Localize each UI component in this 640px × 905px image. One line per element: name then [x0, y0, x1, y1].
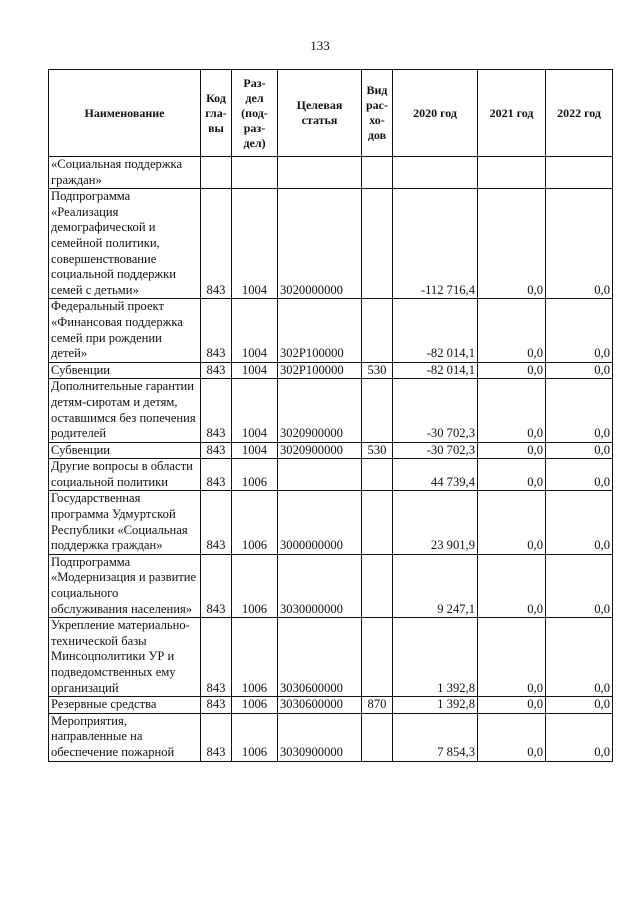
cell-vid — [362, 459, 393, 491]
cell-kod: 843 — [201, 618, 232, 697]
cell-2021: 0,0 — [478, 459, 546, 491]
table-row — [49, 618, 613, 697]
cell-name: Субвенции — [49, 442, 201, 459]
cell-vid — [362, 379, 393, 442]
cell-name: Подпрограмма «Модернизация и развитие социального обслуживания населения» — [49, 554, 201, 617]
cell-name: Подпрограмма «Реализация демографической и семейной политики, совершенствование социальной поддержки семей с детьми» — [49, 189, 201, 299]
table-row — [49, 697, 613, 714]
cell-target: 3030900000 — [278, 713, 362, 761]
cell-vid — [362, 618, 393, 697]
cell-target: 3020900000 — [278, 442, 362, 459]
cell-vid — [362, 554, 393, 617]
cell-razdel: 1006 — [232, 618, 278, 697]
cell-2022 — [546, 157, 613, 189]
cell-2021: 0,0 — [478, 713, 546, 761]
header-name: Наименование — [49, 70, 201, 157]
cell-vid — [362, 491, 393, 554]
cell-target — [278, 459, 362, 491]
cell-2021 — [478, 157, 546, 189]
cell-2021: 0,0 — [478, 491, 546, 554]
cell-kod: 843 — [201, 554, 232, 617]
cell-2021: 0,0 — [478, 618, 546, 697]
cell-kod: 843 — [201, 697, 232, 714]
cell-razdel: 1006 — [232, 491, 278, 554]
header-vid: Вид рас- хо- дов — [362, 70, 393, 157]
cell-2020: -30 702,3 — [393, 379, 478, 442]
header-2020: 2020 год — [393, 70, 478, 157]
cell-kod: 843 — [201, 459, 232, 491]
cell-2020: -112 716,4 — [393, 189, 478, 299]
cell-name: Субвенции — [49, 362, 201, 379]
table-row — [49, 442, 613, 459]
header-2022: 2022 год — [546, 70, 613, 157]
cell-target: 3030000000 — [278, 554, 362, 617]
cell-kod: 843 — [201, 491, 232, 554]
cell-razdel: 1004 — [232, 379, 278, 442]
cell-2020: 44 739,4 — [393, 459, 478, 491]
cell-vid: 530 — [362, 362, 393, 379]
cell-2021: 0,0 — [478, 697, 546, 714]
cell-razdel: 1006 — [232, 697, 278, 714]
cell-name: Другие вопросы в области социальной политики — [49, 459, 201, 491]
cell-2020: 9 247,1 — [393, 554, 478, 617]
cell-kod: 843 — [201, 189, 232, 299]
page-number: 133 — [310, 38, 330, 53]
cell-kod — [201, 157, 232, 189]
cell-razdel: 1004 — [232, 442, 278, 459]
cell-razdel: 1006 — [232, 713, 278, 761]
cell-2020: 23 901,9 — [393, 491, 478, 554]
cell-vid — [362, 157, 393, 189]
header-row — [49, 70, 613, 157]
cell-target: 3030600000 — [278, 618, 362, 697]
header-kod: Код гла- вы — [201, 70, 232, 157]
cell-vid — [362, 299, 393, 362]
cell-2020: -82 014,1 — [393, 362, 478, 379]
cell-2022: 0,0 — [546, 697, 613, 714]
table-row — [49, 491, 613, 554]
cell-2022: 0,0 — [546, 442, 613, 459]
cell-target: 302P100000 — [278, 299, 362, 362]
table-row — [49, 189, 613, 299]
cell-2022: 0,0 — [546, 554, 613, 617]
cell-vid — [362, 189, 393, 299]
cell-razdel: 1004 — [232, 189, 278, 299]
cell-razdel: 1006 — [232, 459, 278, 491]
cell-name: Государственная программа Удмуртской Республики «Социальная поддержка граждан» — [49, 491, 201, 554]
cell-2021: 0,0 — [478, 299, 546, 362]
cell-name: Федеральный проект «Финансовая поддержка семей при рождении детей» — [49, 299, 201, 362]
table-row — [49, 459, 613, 491]
cell-vid: 870 — [362, 697, 393, 714]
table-row — [49, 554, 613, 617]
cell-2022: 0,0 — [546, 379, 613, 442]
cell-kod: 843 — [201, 713, 232, 761]
cell-target: 3020900000 — [278, 379, 362, 442]
header-razdel: Раз- дел (под- раз- дел) — [232, 70, 278, 157]
cell-vid: 530 — [362, 442, 393, 459]
cell-2021: 0,0 — [478, 442, 546, 459]
cell-2022: 0,0 — [546, 713, 613, 761]
table-row — [49, 379, 613, 442]
cell-razdel: 1004 — [232, 299, 278, 362]
cell-2020: 1 392,8 — [393, 697, 478, 714]
header-2021: 2021 год — [478, 70, 546, 157]
cell-2022: 0,0 — [546, 491, 613, 554]
cell-name: Укрепление материально-технической базы Минсоцполитики УР и подведомственных ему организаций — [49, 618, 201, 697]
cell-2022: 0,0 — [546, 618, 613, 697]
budget-table — [48, 69, 613, 762]
cell-2021: 0,0 — [478, 554, 546, 617]
cell-2020: -82 014,1 — [393, 299, 478, 362]
cell-kod: 843 — [201, 379, 232, 442]
cell-target: 3030600000 — [278, 697, 362, 714]
table-row — [49, 157, 613, 189]
cell-2020 — [393, 157, 478, 189]
table-row — [49, 362, 613, 379]
cell-kod: 843 — [201, 299, 232, 362]
cell-2021: 0,0 — [478, 379, 546, 442]
cell-2022: 0,0 — [546, 362, 613, 379]
cell-vid — [362, 713, 393, 761]
header-target: Целевая статья — [278, 70, 362, 157]
cell-2020: 1 392,8 — [393, 618, 478, 697]
cell-target: 3020000000 — [278, 189, 362, 299]
cell-kod: 843 — [201, 442, 232, 459]
cell-target: 302P100000 — [278, 362, 362, 379]
cell-kod: 843 — [201, 362, 232, 379]
cell-name: Резервные средства — [49, 697, 201, 714]
cell-razdel: 1006 — [232, 554, 278, 617]
cell-2021: 0,0 — [478, 189, 546, 299]
table-row — [49, 299, 613, 362]
cell-name: Дополнительные гарантии детям-сиротам и детям, оставшимся без попечения родителей — [49, 379, 201, 442]
cell-name: «Социальная поддержка граждан» — [49, 157, 201, 189]
cell-2021: 0,0 — [478, 362, 546, 379]
cell-target: 3000000000 — [278, 491, 362, 554]
cell-2022: 0,0 — [546, 189, 613, 299]
cell-razdel: 1004 — [232, 362, 278, 379]
cell-2022: 0,0 — [546, 459, 613, 491]
cell-2020: 7 854,3 — [393, 713, 478, 761]
cell-razdel — [232, 157, 278, 189]
cell-2020: -30 702,3 — [393, 442, 478, 459]
cell-name: Мероприятия, направленные на обеспечение пожарной — [49, 713, 201, 761]
cell-target — [278, 157, 362, 189]
cell-2022: 0,0 — [546, 299, 613, 362]
table-row — [49, 713, 613, 761]
